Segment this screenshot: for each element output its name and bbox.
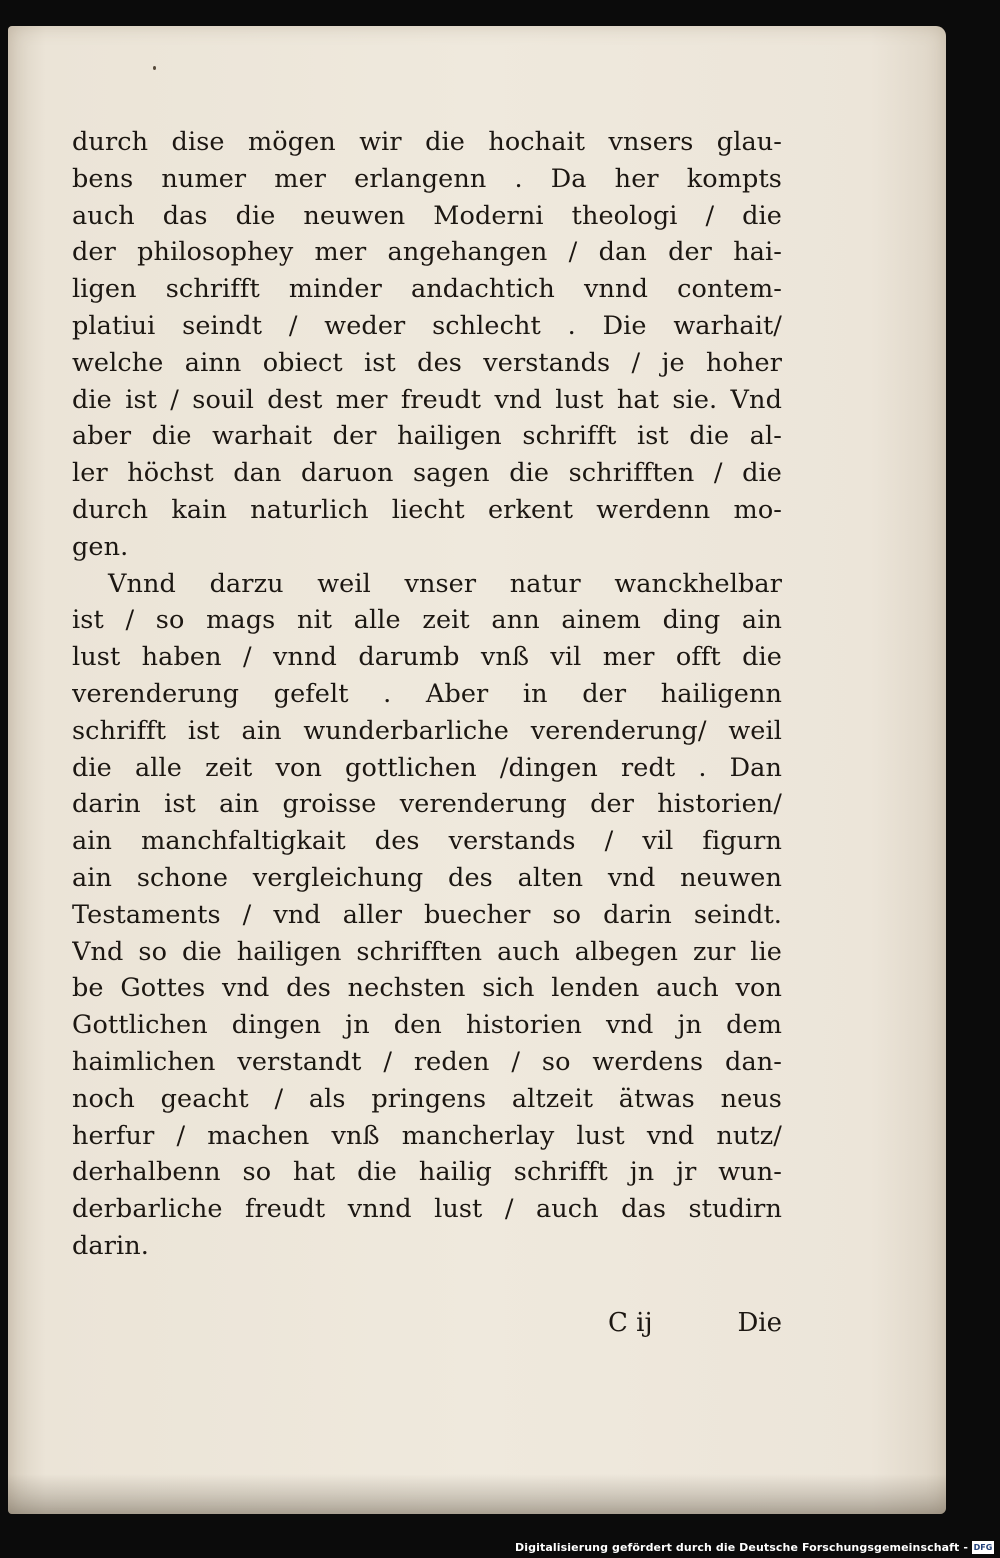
text-line-16: verenderung gefelt . Aber in der hailigenn <box>72 678 782 709</box>
signature-mark: C ij <box>608 1308 653 1338</box>
text-line-10: ler höchst dan daruon sagen die schrifften / die <box>72 458 782 489</box>
paper-speck <box>153 66 156 70</box>
text-line-30: derbarliche freudt vnnd lust / auch das studirn <box>72 1194 782 1225</box>
book-page <box>8 26 946 1514</box>
text-line-13: Vnnd darzu weil vnser natur wanckhelbar <box>108 568 782 599</box>
text-line-31: darin. <box>72 1230 150 1261</box>
text-line-15: lust haben / vnnd darumb vnß vil mer offt die <box>72 642 782 673</box>
text-line-7: welche ainn obiect ist des verstands / je hoher <box>72 347 782 378</box>
text-line-5: ligen schrifft minder andachtich vnnd contem- <box>72 274 782 305</box>
text-line-4: der philosophey mer angehangen / dan der hai- <box>72 237 782 268</box>
text-line-11: durch kain naturlich liecht erkent werdenn mo- <box>72 494 782 525</box>
text-line-22: Testaments / vnd aller buecher so darin seindt. <box>72 899 782 930</box>
text-line-25: Gottlichen dingen jn den historien vnd jn dem <box>72 1010 782 1041</box>
text-line-12: gen. <box>72 531 129 562</box>
text-line-2: bens numer mer erlangenn . Da her kompts <box>72 163 782 194</box>
text-line-20: ain manchfaltigkait des verstands / vil figurn <box>72 826 782 857</box>
text-line-21: ain schone vergleichung des alten vnd neuwen <box>72 862 782 893</box>
text-line-17: schrifft ist ain wunderbarliche verenderung/ weil <box>72 715 782 746</box>
catchline <box>608 1308 782 1338</box>
text-line-19: darin ist ain groisse verenderung der historien/ <box>72 789 782 820</box>
text-line-23: Vnd so die hailigen schrifften auch albegen zur lie <box>72 936 782 967</box>
text-line-26: haimlichen verstandt / reden / so werdens dan- <box>72 1046 782 1077</box>
text-line-24: be Gottes vnd des nechsten sich lenden auch von <box>72 973 782 1004</box>
text-line-8: die ist / souil dest mer freudt vnd lust hat sie. Vnd <box>72 384 782 415</box>
text-line-6: platiui seindt / weder schlecht . Die warhait/ <box>72 310 782 341</box>
catchword: Die <box>737 1308 782 1338</box>
digitization-footer <box>515 1541 994 1554</box>
page-text <box>72 124 782 1265</box>
text-line-28: herfur / machen vnß mancherlay lust vnd nutz/ <box>72 1120 782 1151</box>
text-line-27: noch geacht / als pringens altzeit ätwas neus <box>72 1083 782 1114</box>
text-line-14: ist / so mags nit alle zeit ann ainem ding ain <box>72 605 782 636</box>
text-line-1: durch dise mögen wir die hochait vnsers glau- <box>72 127 782 157</box>
dfg-logo-icon: DFG <box>973 1543 993 1552</box>
text-line-29: derhalbenn so hat die hailig schrifft jn jr wun- <box>72 1157 782 1188</box>
text-line-9: aber die warhait der hailigen schrifft ist die al- <box>72 421 782 452</box>
funding-credit: Digitalisierung gefördert durch die Deutsche Forschungsgemeinschaft - <box>515 1541 968 1554</box>
text-line-18: die alle zeit von gottlichen /dingen redt . Dan <box>72 752 782 783</box>
text-line-3: auch das die neuwen Moderni theologi / die <box>72 200 782 231</box>
